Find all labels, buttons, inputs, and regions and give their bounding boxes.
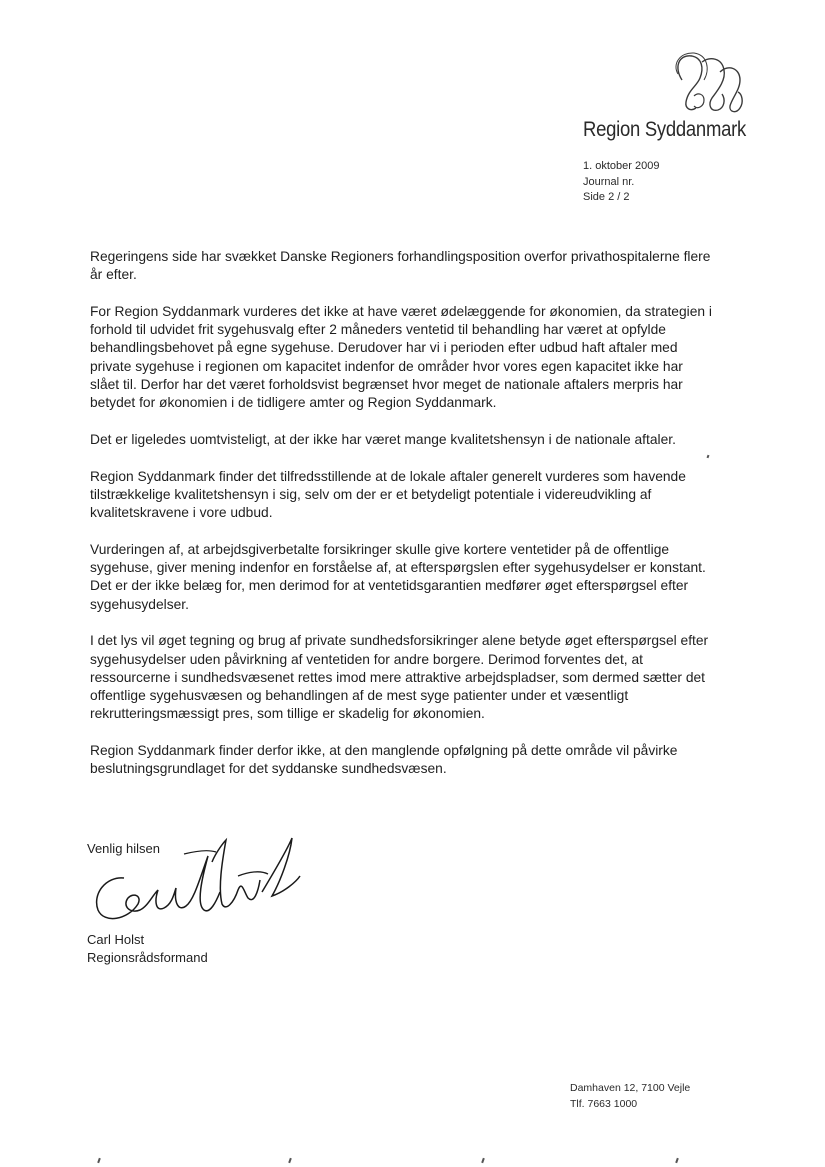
region-logo-icon bbox=[664, 50, 754, 118]
signer-name: Carl Holst bbox=[87, 932, 145, 947]
signer-title: Regionsrådsformand bbox=[87, 950, 208, 965]
handwritten-signature bbox=[84, 832, 304, 932]
footer-phone: Tlf. 7663 1000 bbox=[570, 1097, 638, 1110]
scan-speck bbox=[288, 1158, 292, 1163]
letter-meta bbox=[583, 159, 659, 206]
scan-speck bbox=[97, 1158, 101, 1163]
footer-address: Damhaven 12, 7100 Vejle bbox=[570, 1082, 691, 1094]
scan-speck bbox=[481, 1158, 485, 1163]
paragraph: Det er ligeledes uomtvisteligt, at der ikke har været mange kvalitetshensyn i de nationale aftaler. bbox=[90, 431, 676, 447]
paragraph: Region Syddanmark finder derfor ikke, at den manglende opfølgning på dette område vil påvirke beslutningsgrundlaget for det syddanske sundhedsvæsen. bbox=[90, 743, 678, 777]
letter-body bbox=[90, 248, 715, 797]
page-number: Side 2 / 2 bbox=[583, 191, 630, 203]
paragraph: Regeringens side har svækket Danske Regioners forhandlingsposition overfor privathospitalerne flere år efter. bbox=[90, 249, 711, 283]
paragraph: For Region Syddanmark vurderes det ikke at have været ødelæggende for økonomien, da strategien i forhold til udvidet frit sygehusvalg efter 2 måneders ventetid til behandling har været at opfylde behandlingsbehovet på egne sygehuse. Derudover har vi i perioden efter udbud haft aftaler med private sygehuse i regionen om kapacitet indenfor de områder hvor vores egen kapacitet ikke har slået til. Derfor har det været forholdsvist begrænset hvor meget de nationale aftalers merpris har betydet for økonomien i de tidligere amter og Region Syddanmark. bbox=[90, 303, 712, 411]
letter-date: 1. oktober 2009 bbox=[583, 160, 660, 172]
scan-speck bbox=[675, 1158, 679, 1163]
paragraph: I det lys vil øget tegning og brug af private sundhedsforsikringer alene betyde øget efterspørgsel efter sygehusydelser uden påvirkning af ventetiden for andre borgere. Derimod forventes det, at ressourcerne i sundhedsvæsenet rettes imod mere attraktive arbejdspladser, som dermed sætter det offentlige sygehusvæsen og behandlingen af de mest syge patienter under et væsentligt rekrutteringsmæssigt pres, som tillige er skadelig for økonomien. bbox=[90, 633, 709, 722]
paragraph: Vurderingen af, at arbejdsgiverbetalte forsikringer skulle give kortere ventetider på de offentlige sygehuse, giver mening indenfor en forståelse af, at efterspørgslen efter sygehusydelser er konstant. Det er der ikke belæg for, men derimod for at ventetidsgarantien medfører øget efterspørgsel efter sygehusydelser. bbox=[90, 541, 706, 612]
footer-contact bbox=[570, 1081, 690, 1112]
brand-name: Region Syddanmark bbox=[583, 118, 746, 141]
closing-greeting: Venlig hilsen bbox=[87, 841, 160, 856]
journal-number: Journal nr. bbox=[583, 175, 635, 188]
paragraph: Region Syddanmark finder det tilfredsstillende at de lokale aftaler generelt vurderes som havende tilstrækkelige kvalitetshensyn i sig, selv om der er et betydeligt potentiale i videreudvikling af kvalitetskravene i vore udbud. bbox=[90, 468, 686, 521]
signer-block bbox=[87, 931, 208, 967]
